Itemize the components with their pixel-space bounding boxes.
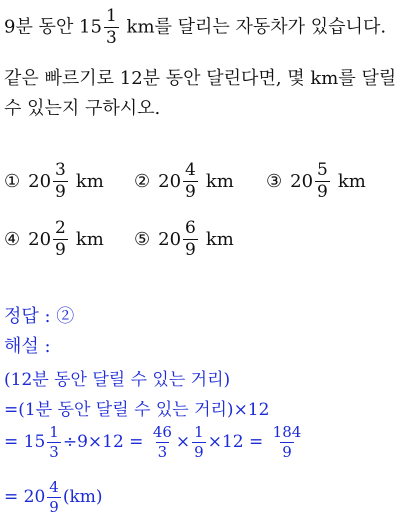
question-text-pre: 9분 동안 15: [4, 16, 102, 38]
numerator: 4: [49, 478, 59, 496]
numerator: 3: [55, 160, 66, 180]
numerator: 6: [185, 218, 196, 238]
option-unit: km: [337, 171, 366, 192]
numerator: 184: [272, 423, 302, 441]
numerator: 5: [317, 160, 328, 180]
answer-line: 정답 : ②: [4, 306, 75, 327]
question-line-2: 같은 빠르기로 12분 동안 달린다면, 몇 km를 달릴: [4, 68, 397, 89]
fraction: [47, 425, 61, 460]
option-unit: km: [75, 229, 104, 250]
option-fraction: [183, 162, 198, 201]
numerator: 1: [105, 6, 117, 26]
denominator: 3: [49, 443, 59, 461]
question-text-post: km를 달리는 자동차가 있습니다.: [126, 16, 387, 38]
denominator: 9: [185, 240, 196, 260]
option-unit: km: [205, 229, 234, 250]
option-unit: km: [75, 171, 104, 192]
option-mark: ②: [134, 171, 151, 192]
option-fraction: [183, 220, 198, 259]
numerator: 1: [194, 423, 204, 441]
explanation-label: 해설 :: [4, 336, 51, 357]
option-whole: 20: [158, 171, 182, 192]
fraction: [47, 480, 61, 515]
denominator: 9: [49, 498, 59, 516]
option-mark: ①: [4, 171, 21, 192]
calc-op: ×12 =: [207, 432, 264, 452]
option-1[interactable]: [4, 162, 104, 201]
calc-op: ÷9×12 =: [62, 432, 144, 452]
option-mark: ③: [266, 171, 283, 192]
option-whole: 20: [28, 171, 52, 192]
explanation-line-4: [4, 480, 103, 515]
option-fraction: [53, 162, 68, 201]
option-4[interactable]: [4, 220, 104, 259]
calc-start: = 15: [4, 432, 46, 452]
denominator: 9: [185, 182, 196, 202]
option-2[interactable]: [134, 162, 234, 201]
numerator: 2: [55, 218, 66, 238]
option-unit: km: [205, 171, 234, 192]
denominator: 9: [55, 182, 66, 202]
question-line-3: 수 있는지 구하시오.: [4, 98, 161, 119]
fraction-distance: [104, 8, 119, 47]
option-fraction: [53, 220, 68, 259]
explanation-line-1: (12분 동안 달릴 수 있는 거리): [4, 370, 231, 390]
denominator: 3: [157, 443, 168, 461]
option-whole: 20: [290, 171, 314, 192]
explanation-line-3: [4, 425, 305, 460]
denominator: 9: [317, 182, 328, 202]
option-mark: ④: [4, 229, 21, 250]
explanation-line-2: =(1분 동안 달릴 수 있는 거리)×12: [4, 400, 270, 420]
option-fraction: [315, 162, 330, 201]
option-whole: 20: [158, 229, 182, 250]
numerator: 4: [185, 160, 196, 180]
denominator: 9: [55, 240, 66, 260]
result-start: = 20: [4, 487, 46, 507]
calc-op: ×: [175, 432, 191, 452]
denominator: 9: [282, 443, 292, 461]
fraction: [151, 425, 174, 460]
question-line-1: [4, 8, 386, 47]
denominator: 9: [194, 443, 204, 461]
numerator: 46: [152, 423, 172, 441]
fraction: [192, 425, 206, 460]
fraction: [271, 425, 304, 460]
denominator: 3: [105, 28, 117, 48]
option-mark: ⑤: [134, 229, 151, 250]
option-whole: 20: [28, 229, 52, 250]
option-3[interactable]: [266, 162, 366, 201]
option-5[interactable]: [134, 220, 234, 259]
result-unit: (km): [62, 487, 103, 507]
numerator: 1: [49, 423, 59, 441]
